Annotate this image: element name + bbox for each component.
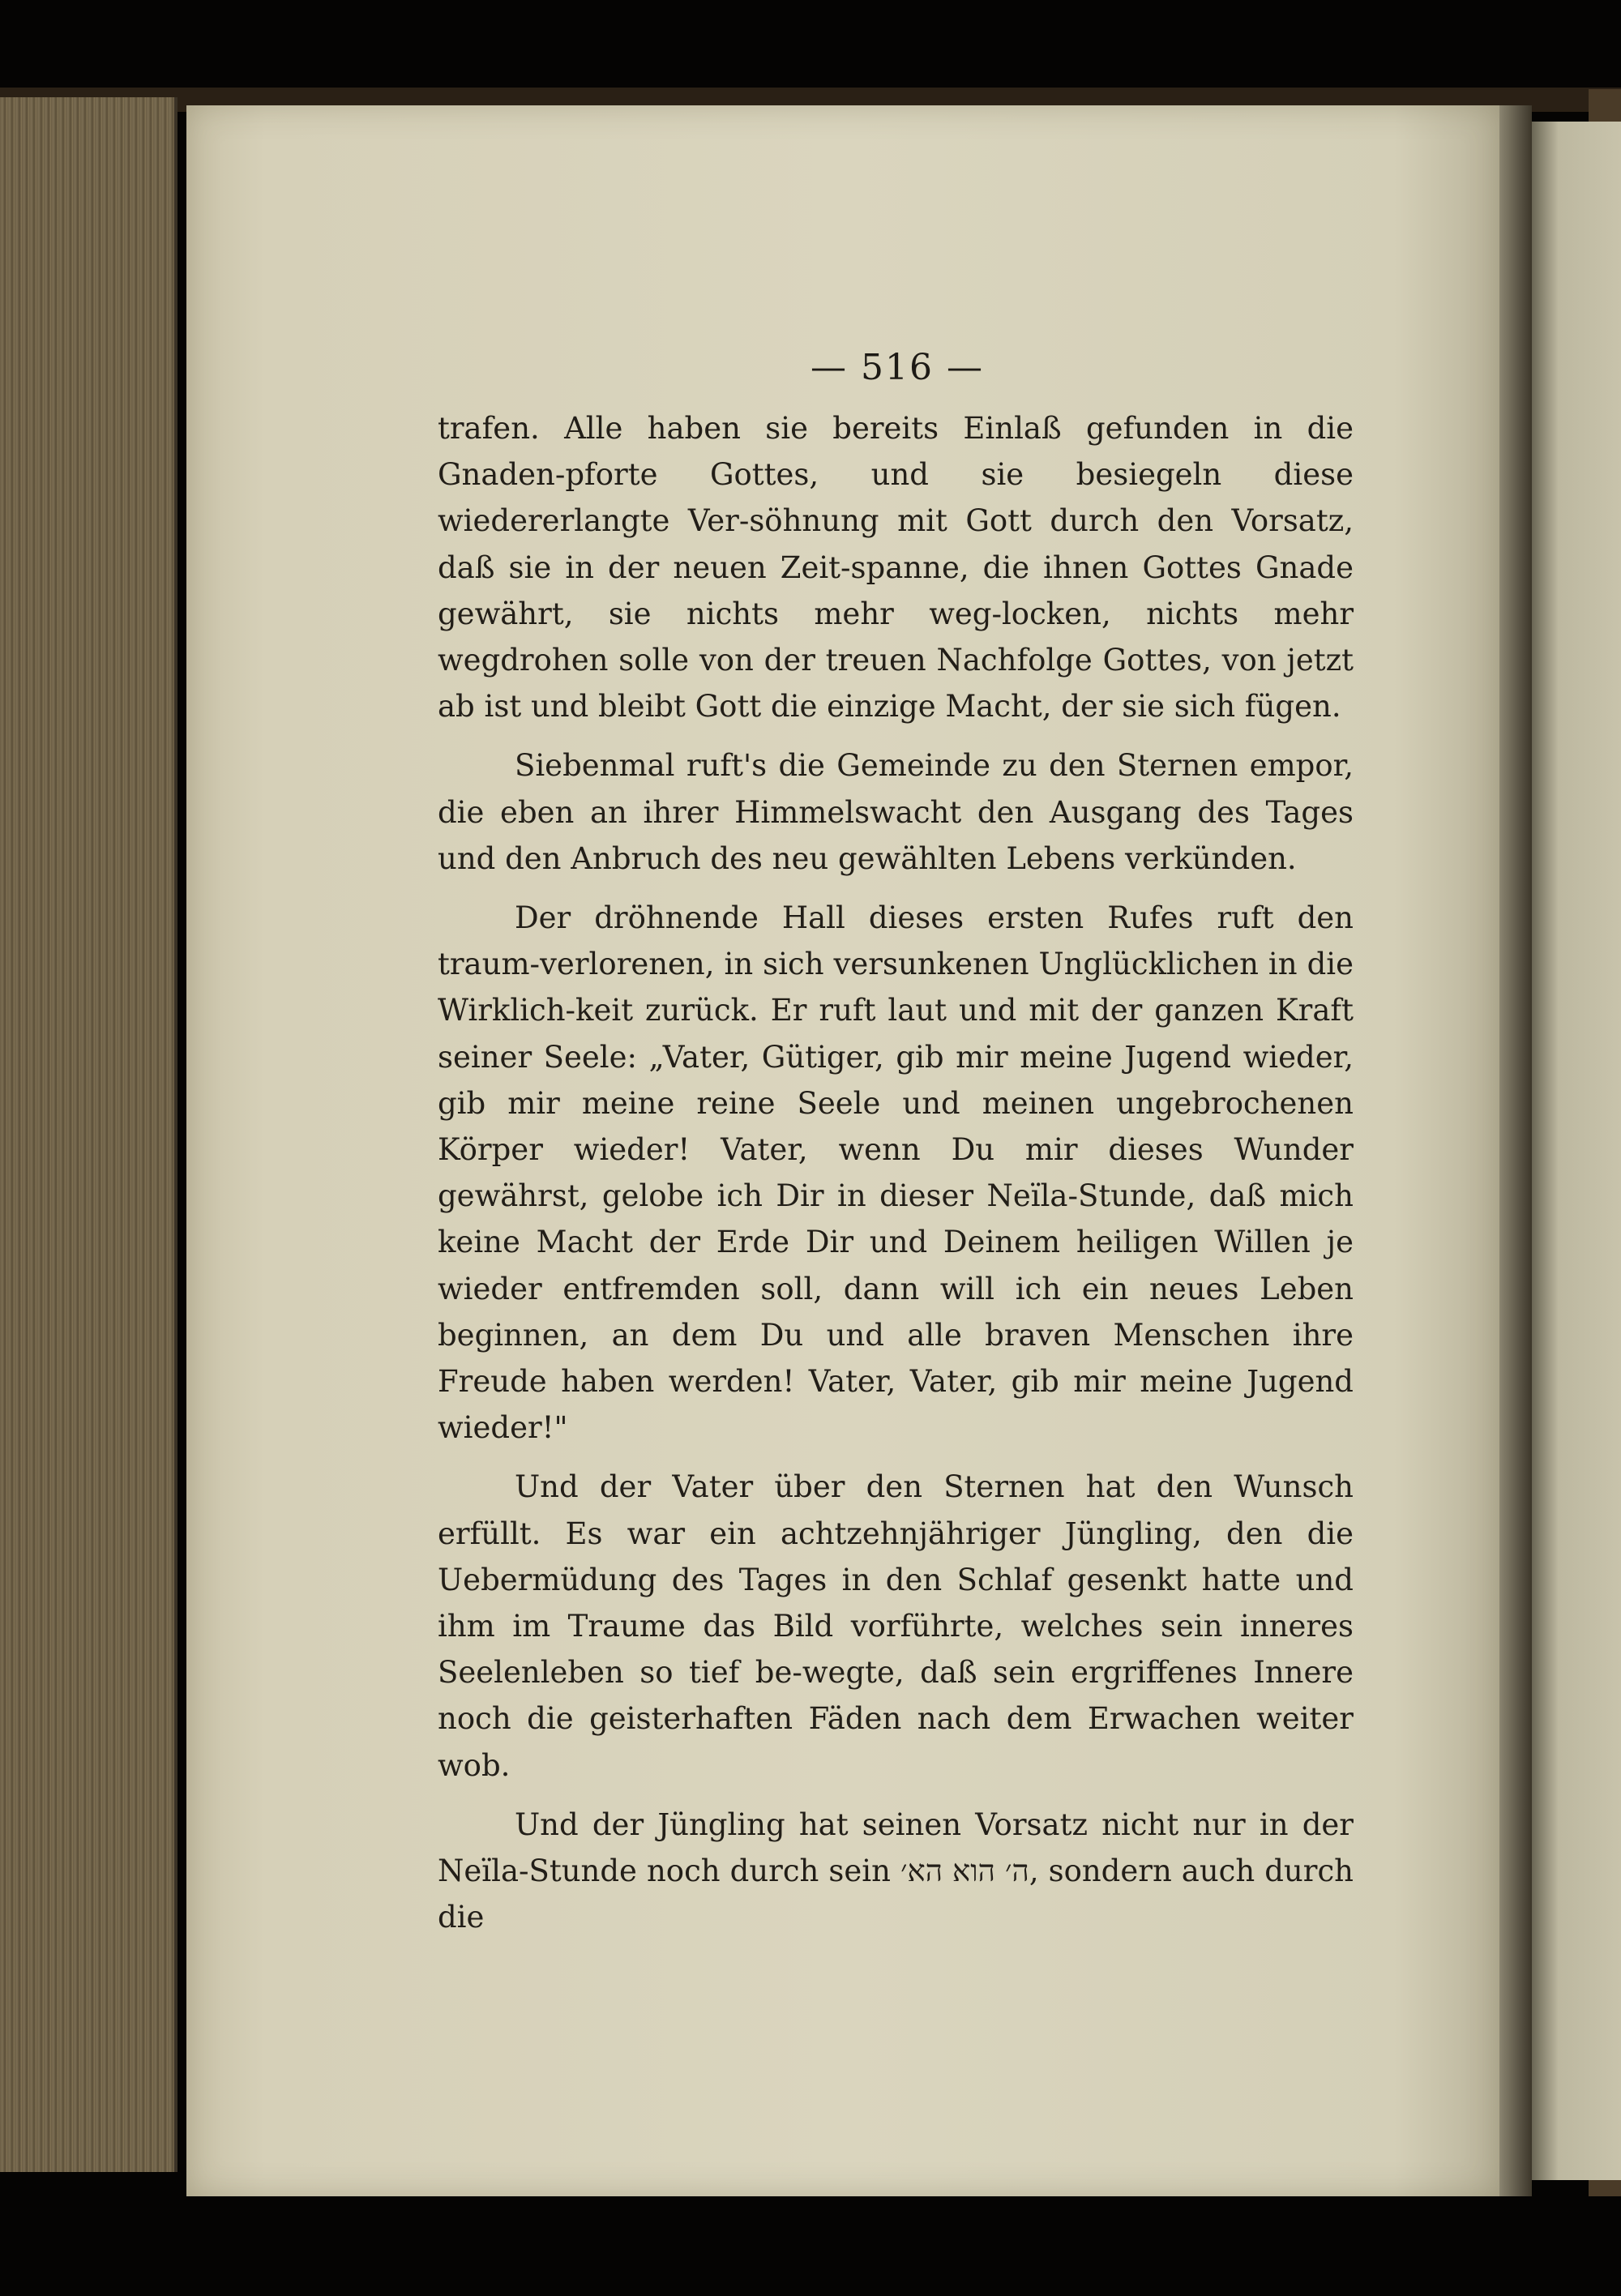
paragraph-5: Und der Jüngling hat seinen Vorsatz nicht nur in der Neïla-Stunde noch durch sein ה׳ הוא הא׳, sondern auch durch die <box>438 1806 1354 1935</box>
page-text <box>438 405 1354 1954</box>
page-stack-edge <box>0 97 177 2172</box>
paragraph-3: Der dröhnende Hall dieses ersten Rufes ruft den traum-verlorenen, in sich versunkenen Unglücklichen in die Wirklich-keit zurück. Er ruft laut und mit der ganzen Kraft seiner Seele: „Vater, Gütiger, gib mir meine Jugend wieder, gib mir meine reine Seele und meinen ungebrochenen Körper wieder! Vater, wenn Du mir dieses Wunder gewährst, gelobe ich Dir in dieser Neïla-Stunde, daß mich keine Macht der Erde Dir und Deinem heiligen Willen je wieder entfremden soll, dann will ich ein neues Leben beginnen, an dem Du und alle braven Menschen ihre Freude haben werden! Vater, Vater, gib mir meine Jugend wieder!" <box>438 900 1354 1446</box>
facing-page-edge <box>1532 122 1621 2180</box>
page-number: — 516 — <box>810 347 984 388</box>
page-gutter <box>1499 105 1532 2196</box>
paragraph-1: trafen. Alle haben sie bereits Einlaß gefunden in die Gnaden-pforte Gottes, und sie besiegeln diese wiedererlangte Ver-söhnung mit Gott durch den Vorsatz, daß sie in der neuen Zeit-spanne, die ihnen Gottes Gnade gewährt, sie nichts mehr weg-locken, nichts mehr wegdrohen solle von der treuen Nachfolge Gottes, von jetzt ab ist und bleibt Gott die einzige Macht, der sie sich fügen. <box>438 411 1354 725</box>
paragraph-2: Siebenmal ruft's die Gemeinde zu den Sternen empor, die eben an ihrer Himmelswacht den Ausgang des Tages und den Anbruch des neu gewählten Lebens verkünden. <box>438 748 1354 876</box>
paragraph-4: Und der Vater über den Sternen hat den Wunsch erfüllt. Es war ein achtzehnjähriger Jüngling, den die Uebermüdung des Tages in den Schlaf gesenkt hatte und ihm im Traume das Bild vorführte, welches sein inneres Seelenleben so tief be-wegte, daß sein ergriffenes Innere noch die geisterhaften Fäden nach dem Erwachen weiter wob. <box>438 1469 1354 1783</box>
